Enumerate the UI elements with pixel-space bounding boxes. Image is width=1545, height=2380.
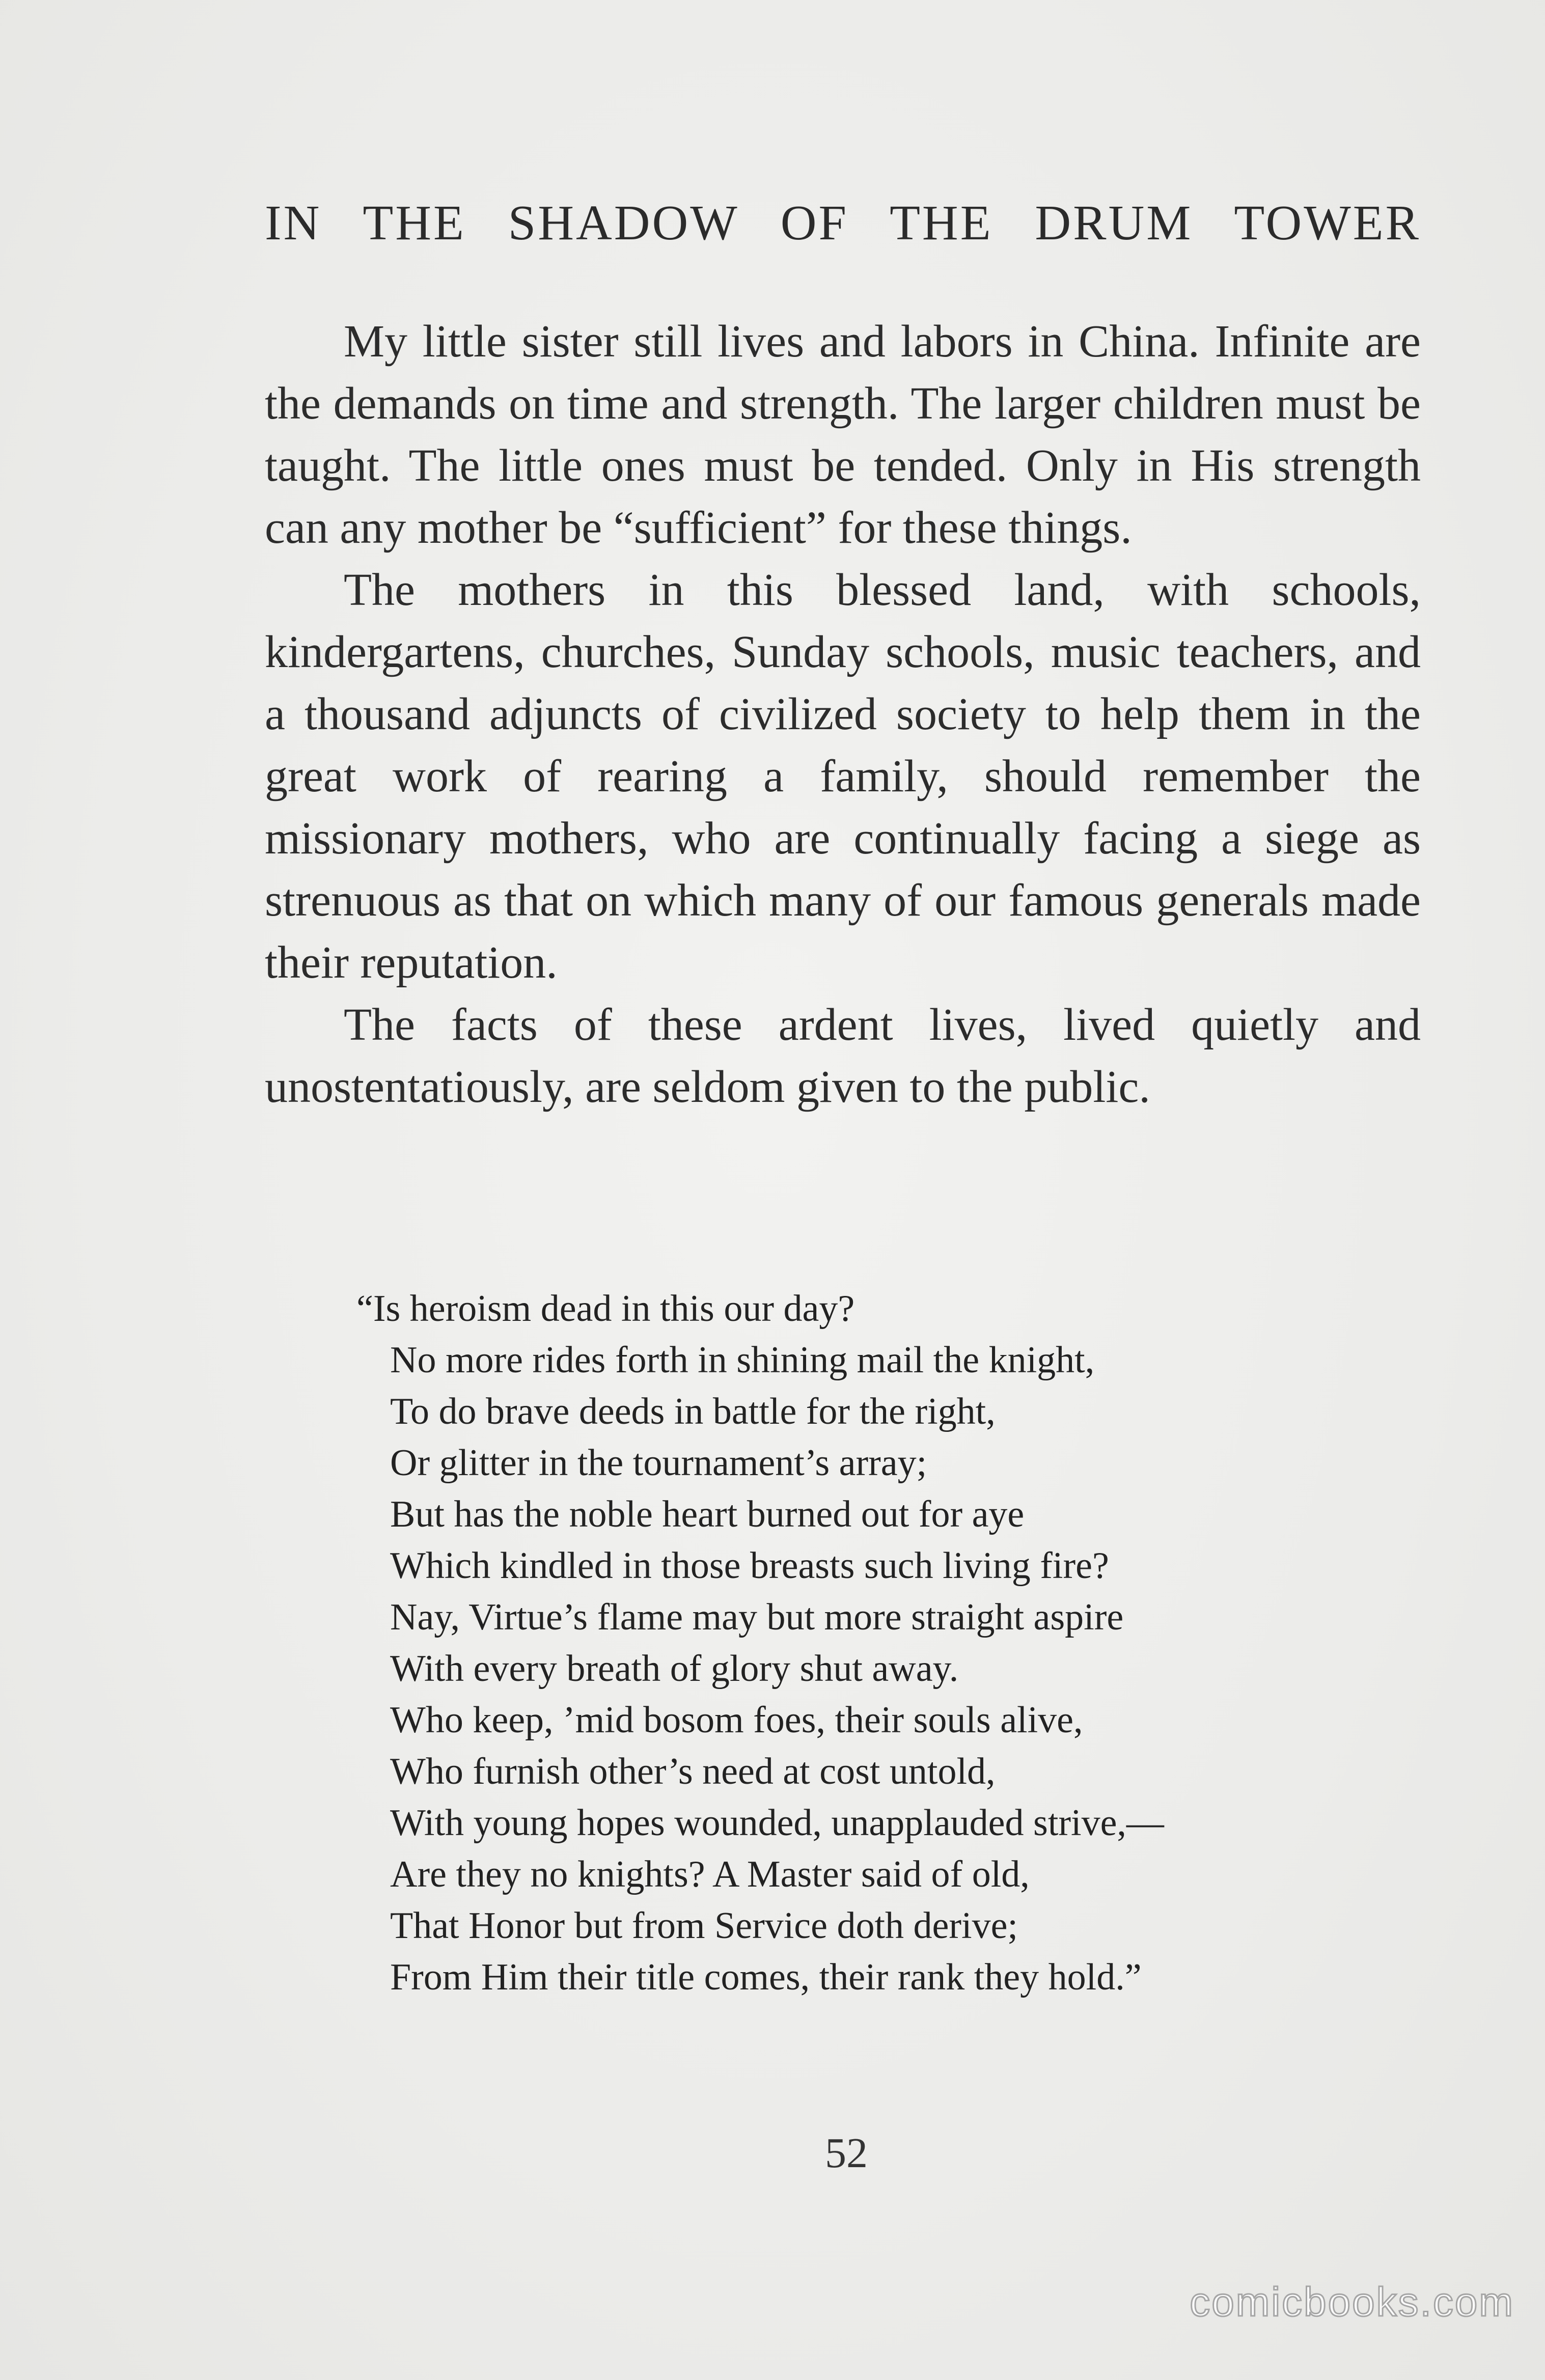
paragraph: My little sister still lives and labors in China. Infinite are the demands on time and strength. The larger children must be taught. The little ones must be tended. Only in His strength can any mother be “sufficient” for these things. <box>265 316 1421 553</box>
paragraph: The mothers in this blessed land, with schools, kindergartens, churches, Sunday schools, music teachers, and a thousand adjuncts of civilized society to help them in the great work of rearing a family, should remember the missionary mothers, who are continually facing a siege as strenuous as that on which many of our famous generals made their reputation. <box>265 565 1421 988</box>
poem-line: To do brave deeds in battle for the right, <box>390 1391 996 1432</box>
paragraph: The facts of these ardent lives, lived quietly and unostentatiously, are seldom given to the public. <box>265 1000 1421 1112</box>
poem-line: That Honor but from Service doth derive; <box>390 1905 1018 1947</box>
poem-line: But has the noble heart burned out for aye <box>390 1493 1025 1535</box>
poem-line: Which kindled in those breasts such living fire? <box>390 1545 1109 1587</box>
poem-line: Nay, Virtue’s flame may but more straight aspire <box>390 1596 1124 1638</box>
poem-line: With every breath of glory shut away. <box>390 1648 959 1690</box>
poem-line: Or glitter in the tournament’s array; <box>390 1442 927 1484</box>
watermark: comicbooks.com <box>1190 2279 1514 2324</box>
page-number: 52 <box>825 2129 868 2177</box>
poem-line: Who furnish other’s need at cost untold, <box>390 1751 996 1792</box>
poem-line: No more rides forth in shining mail the knight, <box>390 1339 1095 1381</box>
body-text <box>265 311 1421 1118</box>
running-head: IN THE SHADOW OF THE DRUM TOWER <box>265 196 1421 251</box>
poem-line: Who keep, ’mid bosom foes, their souls alive, <box>390 1699 1083 1741</box>
poem-line: Are they no knights? A Master said of old, <box>390 1853 1030 1895</box>
poem-block <box>356 1283 1426 2003</box>
poem-line: “Is heroism dead in this our day? <box>356 1288 855 1330</box>
poem-line: With young hopes wounded, unapplauded strive,— <box>390 1802 1164 1844</box>
poem-line: From Him their title comes, their rank they hold.” <box>390 1956 1142 1998</box>
